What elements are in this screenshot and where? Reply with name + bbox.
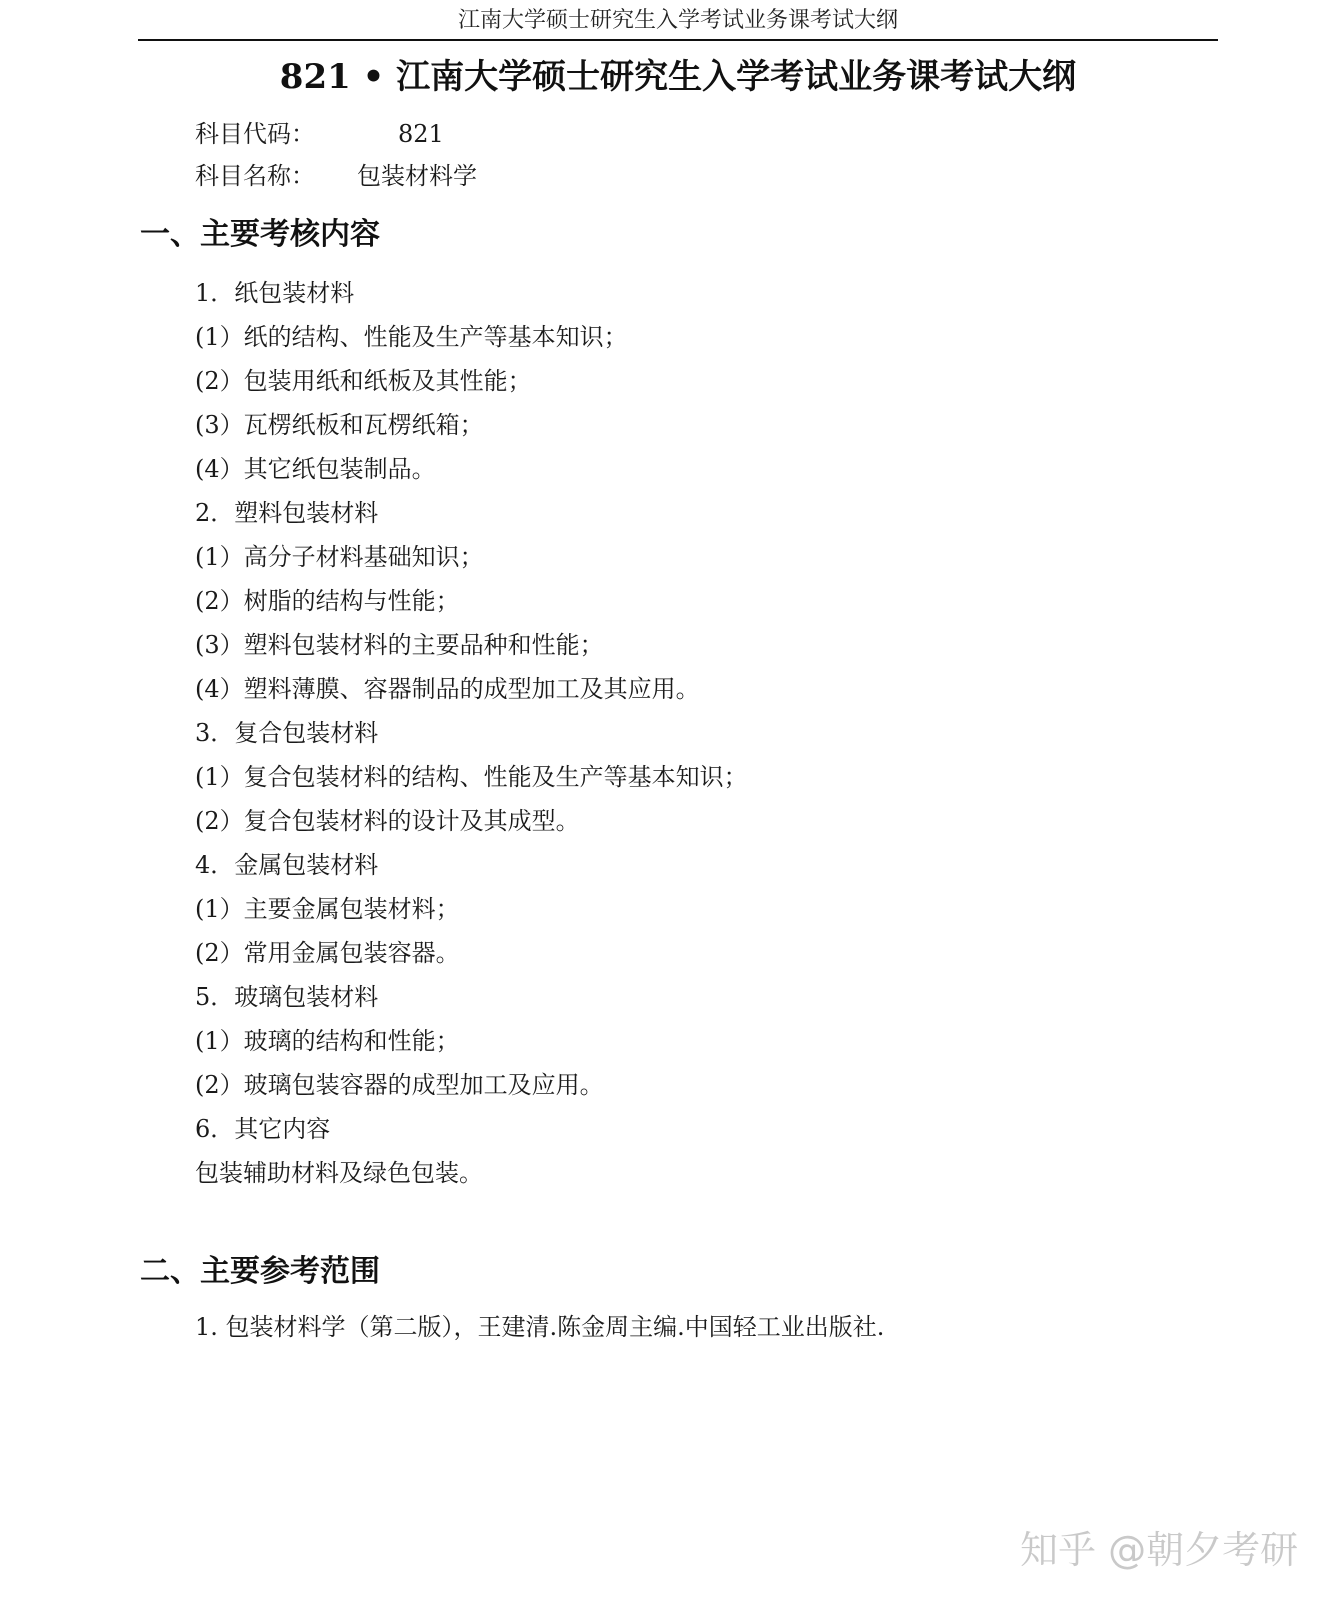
subject-name-label: 科目名称： — [195, 162, 315, 190]
list-item: (2）复合包装材料的设计及其成型。 — [195, 807, 580, 835]
section-heading-references: 二、主要参考范围 — [140, 1254, 380, 1289]
list-item: (3）瓦楞纸板和瓦楞纸箱； — [195, 411, 484, 439]
list-item: (1）玻璃的结构和性能； — [195, 1027, 460, 1055]
list-item: 3．复合包装材料 — [195, 719, 379, 747]
subject-code-row — [195, 117, 444, 151]
list-item: 包装辅助材料及绿色包装。 — [195, 1159, 483, 1187]
list-item: 5．玻璃包装材料 — [195, 983, 379, 1011]
list-item: (4）其它纸包装制品。 — [195, 455, 436, 483]
list-item: (2）玻璃包装容器的成型加工及应用。 — [195, 1071, 604, 1099]
header-rule — [138, 39, 1218, 41]
list-item: 1．纸包装材料 — [195, 279, 355, 307]
section-heading-main-content: 一、主要考核内容 — [140, 217, 380, 252]
list-item: 2．塑料包装材料 — [195, 499, 379, 527]
document-title: 821 • 江南大学硕士研究生入学考试业务课考试大纲 — [279, 57, 1077, 97]
list-item: (2）包装用纸和纸板及其性能； — [195, 367, 532, 395]
list-item: 4．金属包装材料 — [195, 851, 379, 879]
list-item: (1）高分子材料基础知识； — [195, 543, 484, 571]
list-item: (1）主要金属包装材料； — [195, 895, 460, 923]
list-item: (1）复合包装材料的结构、性能及生产等基本知识； — [195, 763, 748, 791]
list-item: (3）塑料包装材料的主要品种和性能； — [195, 631, 604, 659]
subject-name-value: 包装材料学 — [357, 162, 477, 190]
list-item: (2）常用金属包装容器。 — [195, 939, 460, 967]
zhihu-watermark: 知乎 @朝夕考研 — [1020, 1528, 1299, 1572]
subject-code-label: 科目代码： — [195, 120, 315, 148]
reference-item: 1. 包装材料学（第二版），王建清.陈金周主编.中国轻工业出版社. — [195, 1313, 885, 1341]
exam-content-list — [195, 271, 748, 1195]
list-item: (2）树脂的结构与性能； — [195, 587, 460, 615]
subject-code-value: 821 — [398, 120, 444, 148]
subject-name-row — [195, 159, 477, 193]
list-item: 6．其它内容 — [195, 1115, 331, 1143]
list-item: (4）塑料薄膜、容器制品的成型加工及其应用。 — [195, 675, 700, 703]
running-header: 江南大学硕士研究生入学考试业务课考试大纲 — [457, 8, 898, 33]
list-item: (1）纸的结构、性能及生产等基本知识； — [195, 323, 628, 351]
